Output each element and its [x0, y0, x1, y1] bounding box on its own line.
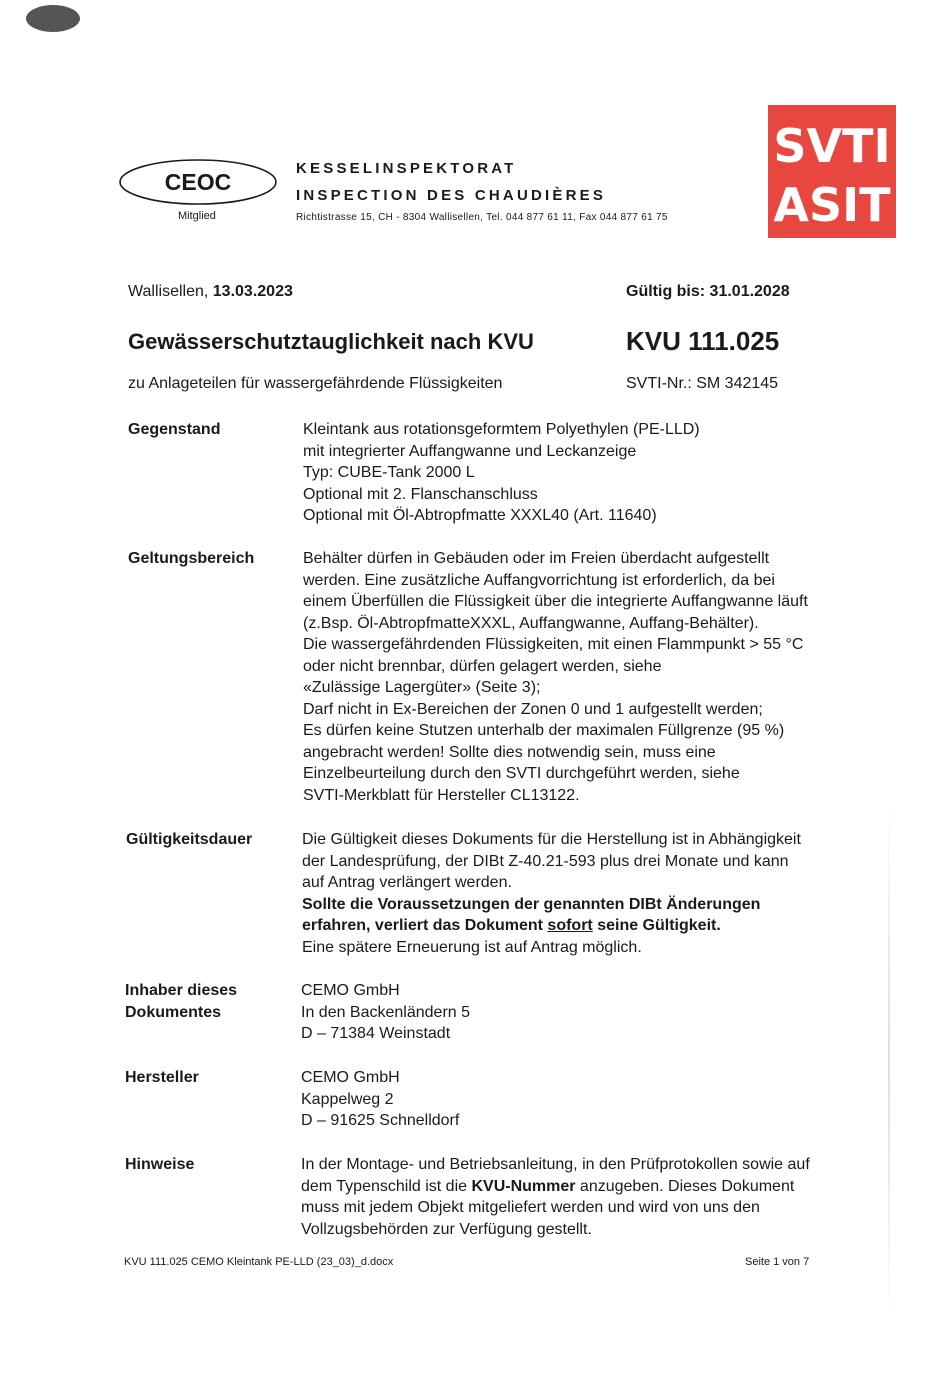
ceoc-logo-text: CEOC — [164, 169, 232, 195]
body-line: Darf nicht in Ex-Bereichen der Zonen 0 und 1 aufgestellt werden; — [303, 700, 763, 718]
section-body — [303, 419, 818, 527]
body-line: muss mit jedem Objekt mitgeliefert werden und wird von uns den — [301, 1199, 760, 1216]
body-line: Optional mit Öl-Abtropfmatte XXXL40 (Art. 11640) — [303, 507, 657, 524]
label-line: Inhaber dieses — [125, 982, 238, 999]
body-line: CEMO GmbH — [301, 982, 400, 999]
svti-logo-line1: SVTI — [773, 119, 891, 173]
body-line: Vollzugsbehörden zur Verfügung gestellt. — [301, 1220, 592, 1238]
section-label: Geltungsbereich — [128, 550, 255, 567]
ceoc-logo — [118, 157, 278, 207]
section-body — [303, 548, 818, 806]
bold-text: seine Gültigkeit. — [592, 917, 721, 934]
bold-text: KVU-Nummer — [471, 1177, 576, 1195]
body-line: Optional mit 2. Flanschanschluss — [303, 485, 538, 503]
body-line: oder nicht brennbar, dürfen gelagert werden, siehe — [303, 657, 662, 675]
org-name-fr: INSPECTION DES CHAUDIÈRES — [296, 187, 607, 204]
document-subtitle: zu Anlageteilen für wassergefährdende Flüssigkeiten — [128, 375, 503, 392]
place-date — [128, 283, 293, 301]
body-line: einem Überfüllen die Flüssigkeit über die integrierte Auffangwanne läuft — [303, 593, 808, 610]
body-line: D – 91625 Schnelldorf — [301, 1112, 460, 1129]
body-line: Eine spätere Erneuerung ist auf Antrag möglich. — [302, 938, 642, 956]
org-address: Richtistrasse 15, CH - 8304 Wallisellen, Tel. 044 877 61 11, Fax 044 877 61 75 — [296, 212, 668, 223]
body-line: D – 71384 Weinstadt — [301, 1025, 451, 1042]
ceoc-member-label: Mitglied — [178, 210, 216, 222]
punch-hole — [26, 5, 80, 32]
section-label — [125, 980, 237, 1023]
body-line: auf Antrag verlängert werden. — [302, 874, 512, 891]
svti-number: SVTI-Nr.: SM 342145 — [626, 375, 779, 392]
section-label: Hinweise — [125, 1156, 195, 1173]
body-line: mit integrierter Auffangwanne und Leckanzeige — [303, 442, 637, 460]
body-line: Die wassergefährdenden Flüssigkeiten, mit einen Flammpunkt > 55 °C — [303, 636, 804, 653]
body-line: CEMO GmbH — [301, 1069, 400, 1086]
section-label: Hersteller — [125, 1069, 199, 1086]
org-name-de: KESSELINSPEKTORAT — [296, 160, 517, 177]
place: Wallisellen, — [128, 283, 209, 300]
body-line: Behälter dürfen in Gebäuden oder im Freien überdacht aufgestellt — [303, 550, 770, 567]
label-line: Dokumentes — [125, 1003, 222, 1021]
section-body — [301, 1154, 816, 1240]
body-line: (z.Bsp. Öl-AbtropfmatteXXXL, Auffangwanne, Auffang-Behälter). — [303, 614, 759, 632]
section-body — [301, 1067, 816, 1132]
section-body — [301, 980, 816, 1045]
document-title: Gewässerschutztauglichkeit nach KVU — [128, 329, 534, 354]
issue-date: 13.03.2023 — [212, 283, 293, 300]
body-line: «Zulässige Lagergüter» (Seite 3); — [303, 679, 541, 696]
body-line — [301, 1176, 816, 1198]
body-text: anzugeben. Dieses Dokument — [575, 1177, 795, 1195]
body-line-bold — [302, 915, 817, 937]
body-line: angebracht werden! Sollte dies notwendig sein, muss eine — [303, 743, 716, 761]
body-text: dem Typenschild ist die — [301, 1177, 472, 1195]
body-line: In der Montage- und Betriebsanleitung, in den Prüfprotokollen sowie auf — [301, 1156, 810, 1173]
scan-edge-line — [888, 800, 890, 1325]
body-line: Die Gültigkeit dieses Dokuments für die Herstellung ist in Abhängigkeit — [302, 831, 801, 848]
svti-logo-line2: ASIT — [773, 178, 891, 232]
body-line-bold: Sollte die Voraussetzungen der genannten DIBt Änderungen — [302, 895, 761, 913]
valid-until: Gültig bis: 31.01.2028 — [626, 283, 790, 300]
body-line: In den Backenländern 5 — [301, 1003, 471, 1021]
body-line: werden. Eine zusätzliche Auffangvorrichtung ist erforderlich, da bei — [303, 571, 775, 589]
body-line: Typ: CUBE-Tank 2000 L — [303, 464, 475, 481]
underlined-text: sofort — [547, 917, 593, 934]
section-label: Gültigkeitsdauer — [126, 831, 253, 848]
section-body — [302, 829, 817, 958]
body-line: Es dürfen keine Stutzen unterhalb der maximalen Füllgrenze (95 %) — [303, 722, 785, 739]
footer-filename: KVU 111.025 CEMO Kleintank PE-LLD (23_03)_d.docx — [124, 1256, 394, 1268]
section-label: Gegenstand — [128, 421, 221, 438]
svti-logo — [768, 105, 896, 238]
body-line: Einzelbeurteilung durch den SVTI durchgeführt werden, siehe — [303, 765, 740, 782]
body-line: Kleintank aus rotationsgeformtem Polyethylen (PE-LLD) — [303, 421, 700, 438]
bold-text: erfahren, verliert das Dokument — [302, 917, 548, 934]
body-line: Kappelweg 2 — [301, 1090, 394, 1108]
kvu-number: KVU 111.025 — [626, 326, 780, 356]
footer-page-number: Seite 1 von 7 — [745, 1256, 810, 1268]
body-line: der Landesprüfung, der DIBt Z-40.21-593 plus drei Monate und kann — [302, 852, 789, 870]
body-line: SVTI-Merkblatt für Hersteller CL13122. — [303, 786, 580, 804]
